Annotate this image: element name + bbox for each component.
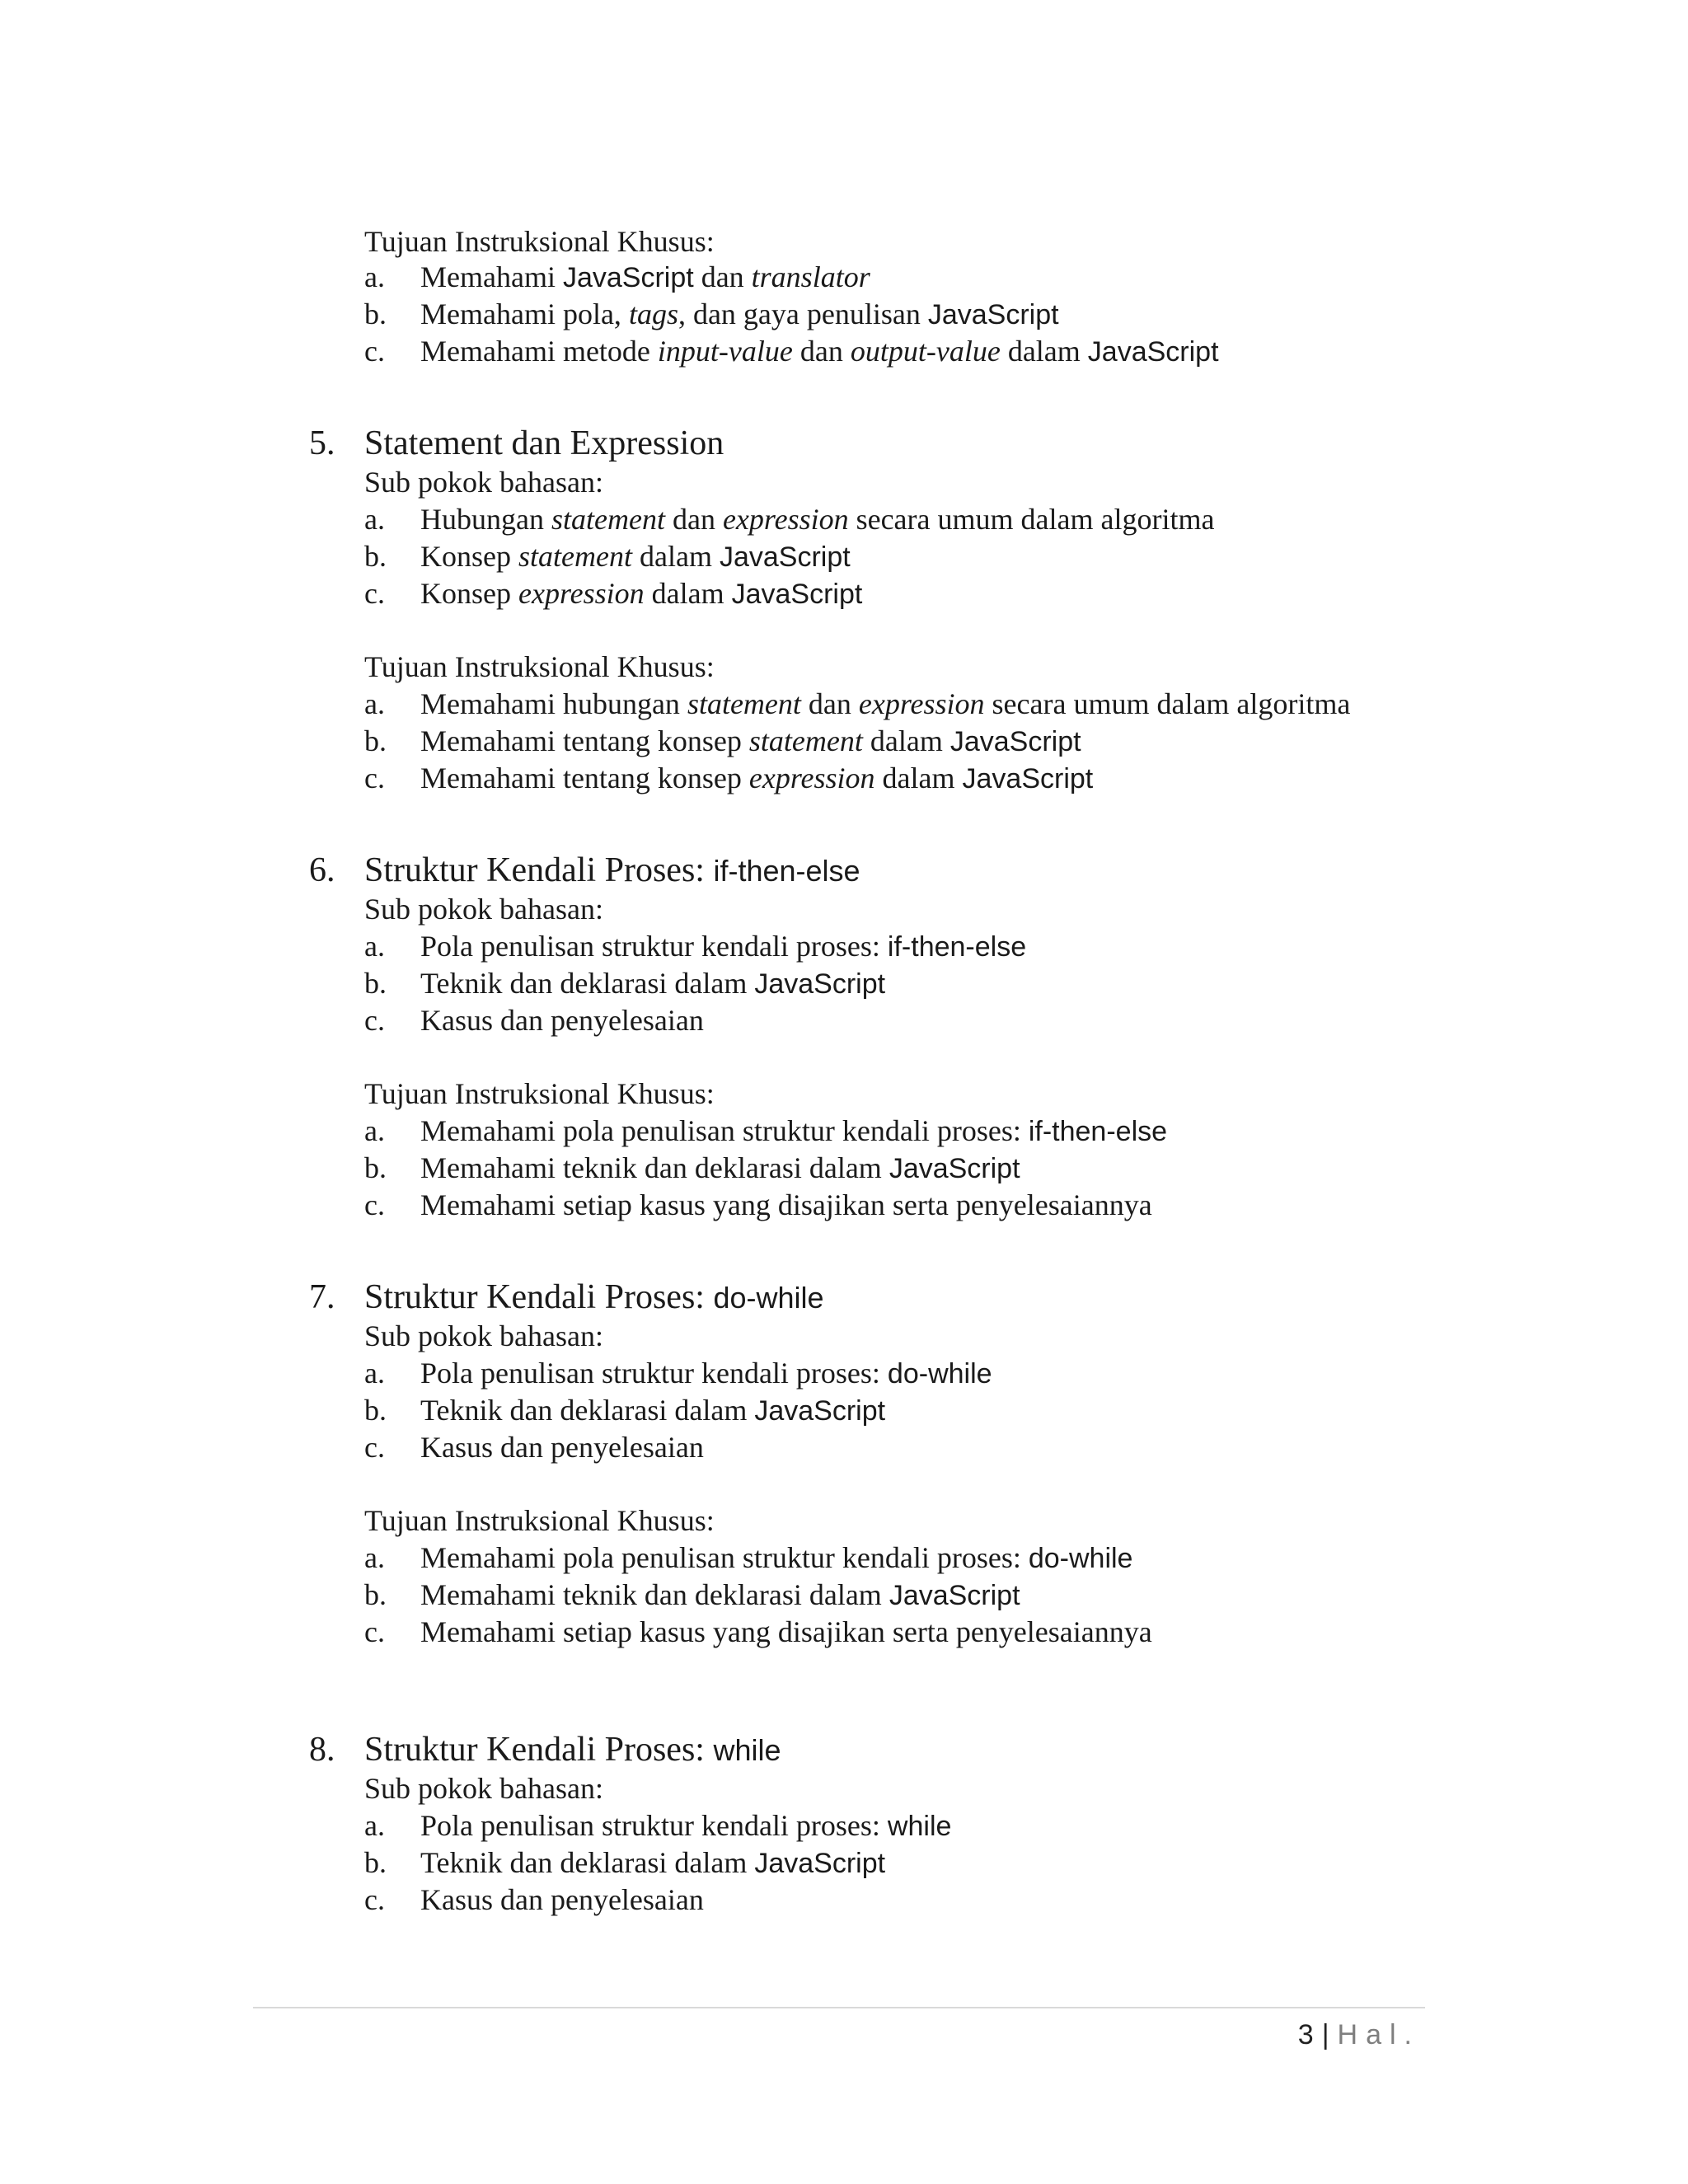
tik-heading: Tujuan Instruksional Khusus: — [364, 650, 715, 683]
tik-heading: Tujuan Instruksional Khusus: — [364, 1077, 715, 1110]
sub-heading: Sub pokok bahasan: — [364, 1772, 603, 1805]
document-page: Tujuan Instruksional Khusus: a. Memahami JavaScript dan translator b. Memahami pola, tags, dan gaya penulisan JavaScript c. Memahami metode input-value dan output-value dalam JavaScript 5. Statement dan Expression Sub pokok bahasan: a. Hubungan statement dan expression secara umum dalam algoritma b. Konsep statement dalam JavaScript c. Konsep expression dalam JavaScript Tujuan Instruksional Khusus: a. Memahami hubungan statement dan expression secara umum dalam algoritma b. Memahami tentang konsep statement dalam JavaScript c. Memahami tentang konsep expression dalam JavaScript 6. Struktur Kendali Proses: if-then-else Sub pokok bahasan: a. Pola penulisan struktur kendali proses: if-then-else b. Teknik dan deklarasi dalam JavaScript c. Kasus dan penyelesaian Tujuan Instruksional Khusus: a. Memahami pola penulisan struktur kendali proses: if-then-else b. Memahami teknik dan deklarasi dalam JavaScript c. Memahami setiap kasus yang disajikan serta penyelesaiannya 7. Struktur Kendali Proses: do-while Sub pokok bahasan: a. Pola penulisan struktur kendali proses: do-while b. Teknik dan deklarasi dalam JavaScript c. Kasus dan penyelesaian Tujuan Instruksional Khusus: a. Memahami pola penulisan struktur kendali proses: do-while b. Memahami teknik dan deklarasi dalam JavaScript c. Memahami setiap kasus yang disajikan serta penyelesaiannya 8. Struktur Kendali Proses: while Sub pokok bahasan: a. Pola penulisan struktur kendali proses: while b. Teknik dan deklarasi dalam JavaScript c. Kasus dan penyelesaian 3 | Hal. — [0, 0, 1688, 2184]
page-number: 3 — [1297, 2019, 1314, 2050]
sub-heading: Sub pokok bahasan: — [364, 466, 603, 499]
sub-heading: Sub pokok bahasan: — [364, 893, 603, 926]
page-footer — [1298, 2017, 1420, 2053]
tik-heading: Tujuan Instruksional Khusus: — [364, 225, 715, 258]
sub-heading: Sub pokok bahasan: — [364, 1319, 603, 1352]
tik-heading: Tujuan Instruksional Khusus: — [364, 1504, 715, 1537]
footer-divider — [253, 2007, 1425, 2008]
footer-separator: | — [1321, 2019, 1329, 2050]
footer-label: Hal. — [1337, 2019, 1420, 2050]
